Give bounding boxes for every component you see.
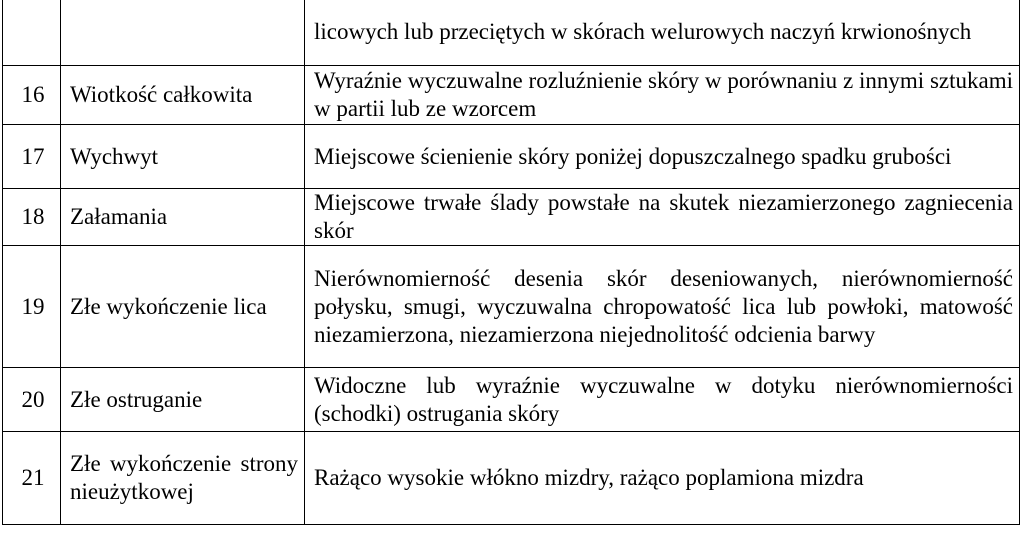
defect-description: licowych lub przeciętych w skórach welurowych naczyń krwionośnych: [305, 0, 1020, 66]
row-number: 21: [3, 432, 61, 525]
table-row: [3, 66, 1020, 125]
defect-name: Wychwyt: [61, 125, 305, 189]
defect-name: Załamania: [61, 189, 305, 246]
defect-description: Nierównomierność desenia skór deseniowanych, nierównomierność połysku, smugi, wyczuwalna chropowatość lica lub powłoki, matowość niezamierzona, niezamierzona niejednolitość odcienia barwy: [305, 246, 1020, 368]
defect-name: Złe wykończenie lica: [61, 246, 305, 368]
defect-description: Rażąco wysokie włókno mizdry, rażąco poplamiona mizdra: [305, 432, 1020, 525]
row-number: 20: [3, 368, 61, 432]
row-number: 17: [3, 125, 61, 189]
table-row: [3, 368, 1020, 432]
table-row: [3, 189, 1020, 246]
defect-description: Miejscowe trwałe ślady powstałe na skutek niezamierzonego zagniecenia skór: [305, 189, 1020, 246]
row-number: 18: [3, 189, 61, 246]
defect-description: Wyraźnie wyczuwalne rozluźnienie skóry w porównaniu z innymi sztukami w partii lub ze wzorcem: [305, 66, 1020, 125]
row-number: 19: [3, 246, 61, 368]
defect-name: Złe wykończenie strony nieużytkowej: [61, 432, 305, 525]
defect-name: Złe ostruganie: [61, 368, 305, 432]
defect-name: [61, 0, 305, 66]
row-number: [3, 0, 61, 66]
table-row: [3, 432, 1020, 525]
defect-description: Widoczne lub wyraźnie wyczuwalne w dotyku nierównomierności (schodki) ostrugania skóry: [305, 368, 1020, 432]
defect-name: Wiotkość całkowita: [61, 66, 305, 125]
table-row: [3, 0, 1020, 66]
table-row: [3, 125, 1020, 189]
defects-table: [2, 0, 1020, 525]
defect-description: Miejscowe ścienienie skóry poniżej dopuszczalnego spadku grubości: [305, 125, 1020, 189]
table-row: [3, 246, 1020, 368]
row-number: 16: [3, 66, 61, 125]
